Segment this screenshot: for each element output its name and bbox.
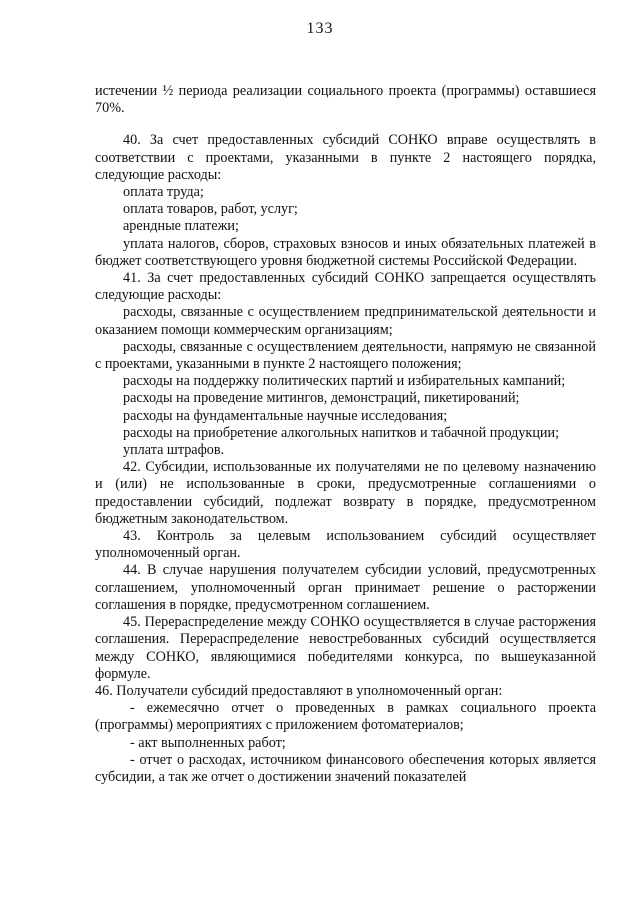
list-item: расходы на проведение митингов, демонстраций, пикетирований; [123, 390, 520, 407]
document-body [95, 83, 596, 786]
paragraph-44: 44. В случае нарушения получателем субсидии условий, предусмотренных соглашением, уполномоченный орган принимает решение о расторжении соглашения в порядке, предусмотренном соглашением. [95, 562, 596, 613]
paragraph-41: 41. За счет предоставленных субсидий СОНКО запрещается осуществлять следующие расходы: [95, 270, 596, 304]
list-item: расходы на приобретение алкогольных напитков и табачной продукции; [123, 424, 560, 441]
page-number: 133 [306, 20, 334, 37]
list-item: оплата труда; [123, 184, 204, 201]
list-item: уплата налогов, сборов, страховых взносов и иных обязательных платежей в бюджет соответствующего уровня бюджетной системы Российской Федерации. [95, 235, 596, 269]
list-item: арендные платежи; [123, 218, 239, 235]
paragraph-42: 42. Субсидии, использованные их получателями не по целевому назначению и (или) не использованные в сроки, предусмотренные соглашениями о предоставлении субсидий, подлежат возврату в порядке, предусмотренном бюджетным законодательством. [95, 459, 596, 527]
paragraph-45: 45. Перераспределение между СОНКО осуществляется в случае расторжения соглашения. Перераспределение невостребованных субсидий осуществляется между СОНКО, являющимися победителями конкурса, по вышеуказанной формуле. [95, 614, 596, 682]
list-item: - ежемесячно отчет о проведенных в рамках социального проекта (программы) мероприятиях с приложением фотоматериалов; [95, 700, 596, 734]
list-item: - акт выполненных работ; [130, 734, 286, 751]
list-item: расходы, связанные с осуществлением деятельности, напрямую не связанной с проектами, указанными в пункте 2 настоящего положения; [95, 338, 596, 373]
paragraph-43: 43. Контроль за целевым использованием субсидий осуществляет уполномоченный орган. [95, 528, 596, 562]
list-item: расходы на поддержку политических партий и избирательных кампаний; [123, 373, 566, 390]
paragraph-continuation: истечении ½ периода реализации социального проекта (программы) оставшиеся 70%. [95, 83, 596, 117]
list-item: - отчет о расходах, источником финансового обеспечения которых является субсидии, а так же отчет о достижении значений показателей [95, 751, 596, 785]
paragraph-46: 46. Получатели субсидий предоставляют в уполномоченный орган: [95, 682, 503, 699]
list-item: расходы, связанные с осуществлением предпринимательской деятельности и оказанием помощи коммерческим организациям; [95, 304, 596, 338]
list-item: оплата товаров, работ, услуг; [123, 201, 298, 218]
list-item: расходы на фундаментальные научные исследования; [123, 407, 448, 424]
list-item: уплата штрафов. [123, 442, 225, 459]
paragraph-40: 40. За счет предоставленных субсидий СОНКО вправе осуществлять в соответствии с проектами, указанными в пункте 2 настоящего порядка, следующие расходы: [95, 132, 596, 183]
